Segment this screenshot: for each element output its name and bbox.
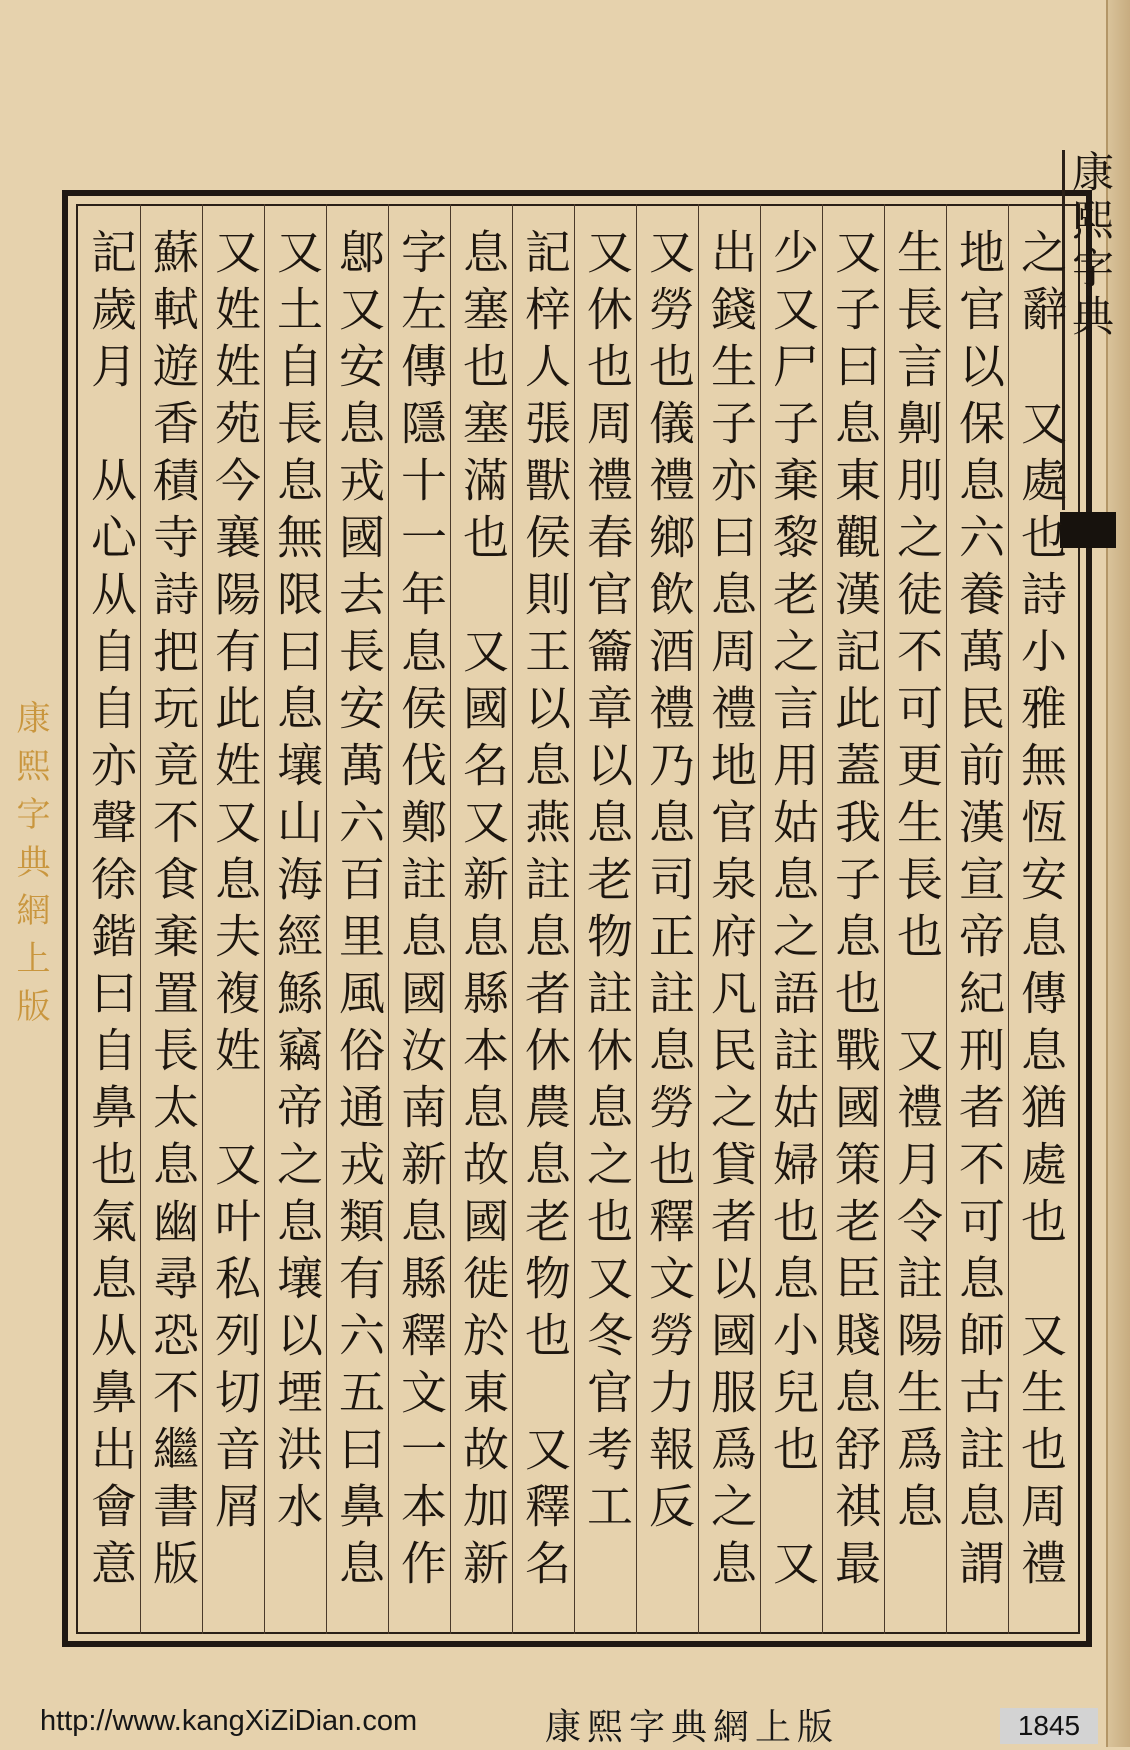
text-column-3: 生長言劓刖之徒不可更生長也 又禮月令註陽生爲息 [890,228,944,1539]
text-column-8: 又休也周禮春官籥章以息老物註休息之也又冬官考工 [580,228,634,1539]
book-title-tab: 康熙字典 [1062,150,1115,510]
text-column-10: 息塞也塞滿也 又國名又新息縣本息故國徙於東故加新 [456,228,510,1596]
page-number: 1845 [1000,1708,1098,1744]
footer-site-title: 康熙字典網上版 [545,1707,840,1748]
text-column-13: 又土自長息無限曰息壤山海經鯀竊帝之息壤以堙洪水 [270,228,324,1539]
text-column-9: 記梓人張獸侯則王以息燕註息者休農息老物也 又釋名 [518,228,572,1596]
text-column-4: 又子曰息東觀漢記此蓋我子息也戰國策老臣賤息舒祺最 [828,228,882,1596]
text-column-11: 字左傳隱十一年息侯伐鄭註息國汝南新息縣釋文一本作 [394,228,448,1596]
text-column-15: 蘇軾遊香積寺詩把玩竟不食棄置長太息幽尋恐不繼書版 [146,228,200,1596]
side-watermark-stamp: 康熙字典網上版 [10,700,50,1036]
footer-url-link[interactable]: http://www.kangXiZiDian.com [40,1705,418,1737]
text-column-1: 之辭 又處也詩小雅無恆安息傳息猶處也 又生也周禮 [1014,228,1068,1596]
text-column-5: 少又尸子棄黎老之言用姑息之語註姑婦也息小兒也 又 [766,228,820,1596]
text-column-2: 地官以保息六養萬民前漢宣帝紀刑者不可息師古註息謂 [952,228,1006,1596]
text-column-7: 又勞也儀禮鄉飲酒禮乃息司正註息勞也釋文勞力報反 [642,228,696,1539]
text-column-14: 又姓姓苑今襄陽有此姓又息夫複姓 又叶私列切音屑 [208,228,262,1539]
text-column-6: 出錢生子亦曰息周禮地官泉府凡民之貸者以國服爲之息 [704,228,758,1596]
text-column-16: 記歲月 从心从自自亦聲徐鍇曰自鼻也氣息从鼻出會意 [84,228,138,1596]
text-column-12: 鄎又安息戎國去長安萬六百里風俗通戎類有六五曰鼻息 [332,228,386,1596]
